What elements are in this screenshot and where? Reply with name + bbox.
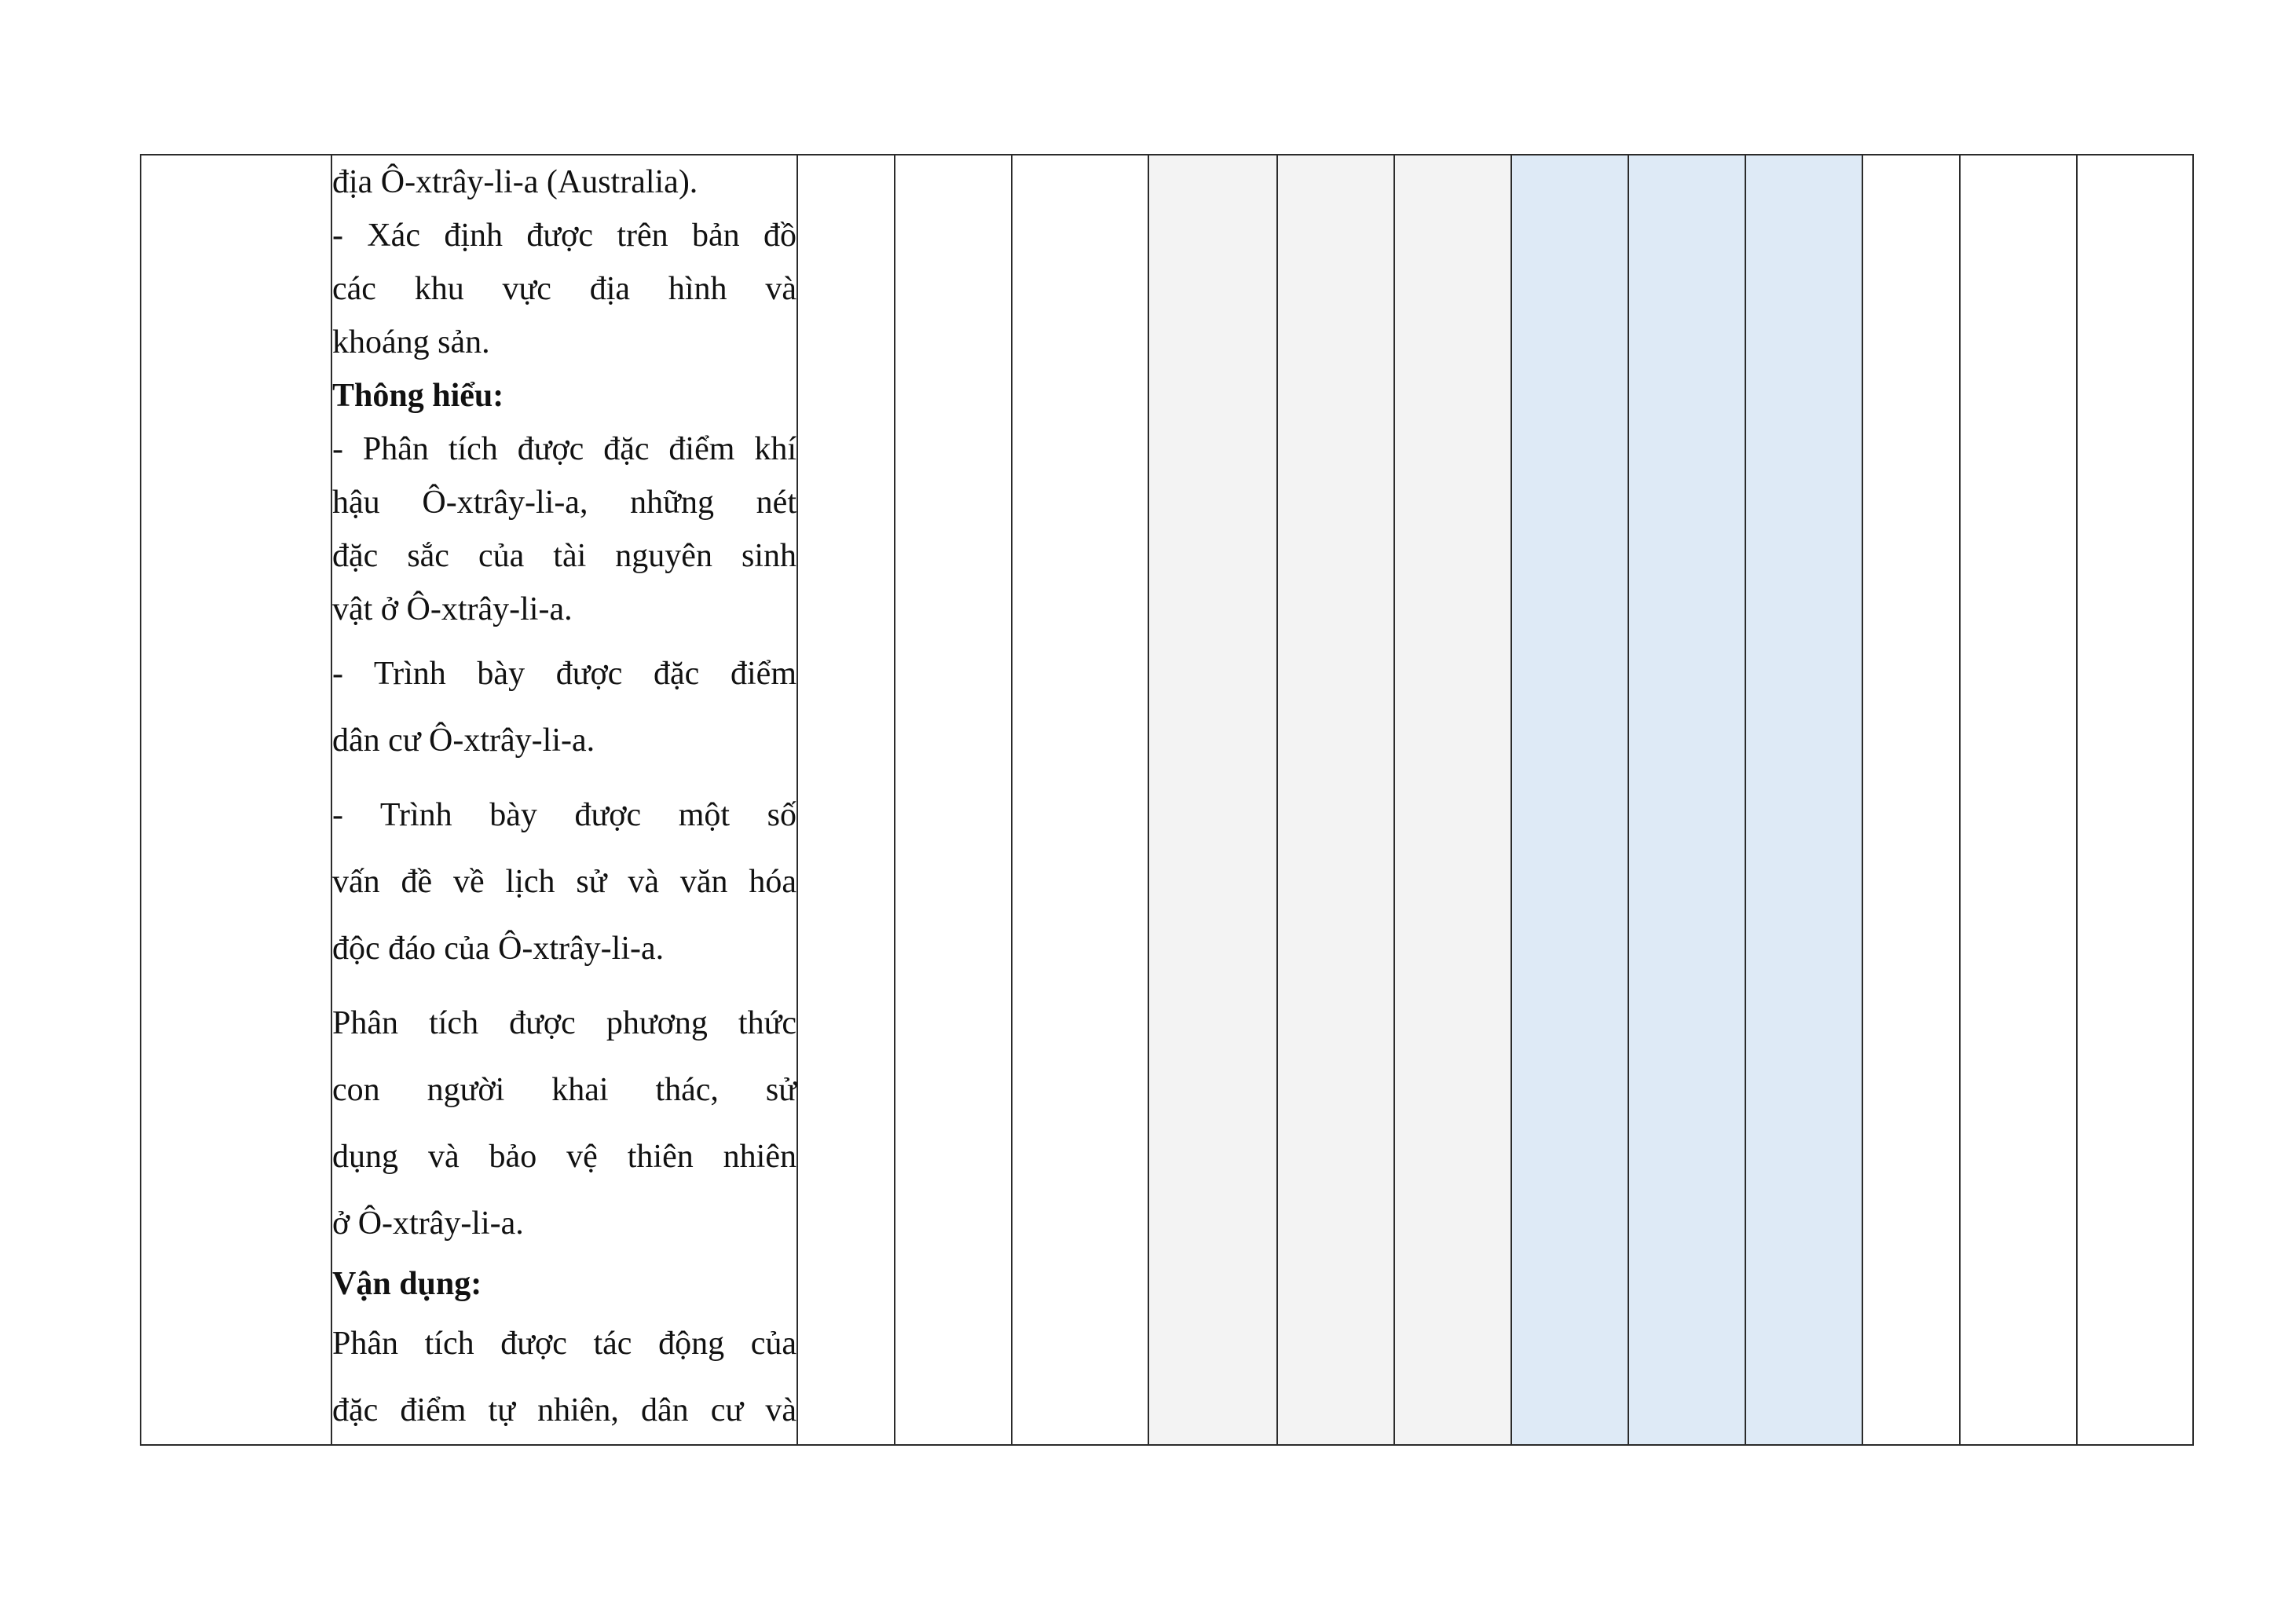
level-cell-7 — [1511, 155, 1628, 1445]
para-nature-line-2: con người khai thác, sử — [332, 1072, 796, 1108]
para-nature-line-1: Phân tích được phương thức — [332, 1005, 796, 1041]
requirements-content — [332, 155, 796, 1444]
level-cell-6 — [1394, 155, 1511, 1445]
bullet-climate-line-3: đặc sắc của tài nguyên sinh — [332, 538, 796, 574]
bullet-history-line-1: - Trình bày được một số — [332, 797, 796, 833]
intro-line: địa Ô-xtrây-li-a (Australia). — [332, 164, 698, 200]
level-cell-12 — [2077, 155, 2193, 1445]
bullet-population-line-1: - Trình bày được đặc điểm — [332, 656, 796, 692]
level-cell-1 — [797, 155, 895, 1445]
level-cell-10 — [1862, 155, 1960, 1445]
level-cell-11 — [1960, 155, 2077, 1445]
heading-apply: Vận dụng: — [332, 1266, 482, 1302]
level-cell-9 — [1745, 155, 1862, 1445]
para-apply-line-2: đặc điểm tự nhiên, dân cư và — [332, 1392, 796, 1428]
bullet-climate-line-4: vật ở Ô-xtrây-li-a. — [332, 591, 573, 627]
requirements-cell — [331, 155, 797, 1445]
topic-cell — [141, 155, 331, 1445]
level-cell-3 — [1012, 155, 1148, 1445]
bullet-history-line-3: độc đáo của Ô-xtrây-li-a. — [332, 931, 665, 967]
table-row — [141, 155, 2193, 1445]
level-cell-4 — [1148, 155, 1277, 1445]
level-cell-2 — [895, 155, 1012, 1445]
bullet-population-line-2: dân cư Ô-xtrây-li-a. — [332, 722, 595, 759]
para-nature-line-4: ở Ô-xtrây-li-a. — [332, 1205, 524, 1242]
specification-matrix-table — [140, 154, 2194, 1446]
bullet-history-line-2: vấn đề về lịch sử và văn hóa — [332, 864, 796, 900]
bullet-map-line-1: - Xác định được trên bản đồ — [332, 218, 796, 254]
para-nature-line-3: dụng và bảo vệ thiên nhiên — [332, 1139, 796, 1175]
bullet-map-line-3: khoáng sản. — [332, 324, 490, 360]
bullet-climate-line-1: - Phân tích được đặc điểm khí — [332, 431, 796, 467]
heading-understand: Thông hiểu: — [332, 378, 504, 414]
level-cell-8 — [1628, 155, 1745, 1445]
bullet-map-line-2: các khu vực địa hình và — [332, 271, 796, 307]
para-apply-line-1: Phân tích được tác động của — [332, 1326, 796, 1362]
level-cell-5 — [1277, 155, 1394, 1445]
bullet-climate-line-2: hậu Ô-xtrây-li-a, những nét — [332, 485, 796, 521]
